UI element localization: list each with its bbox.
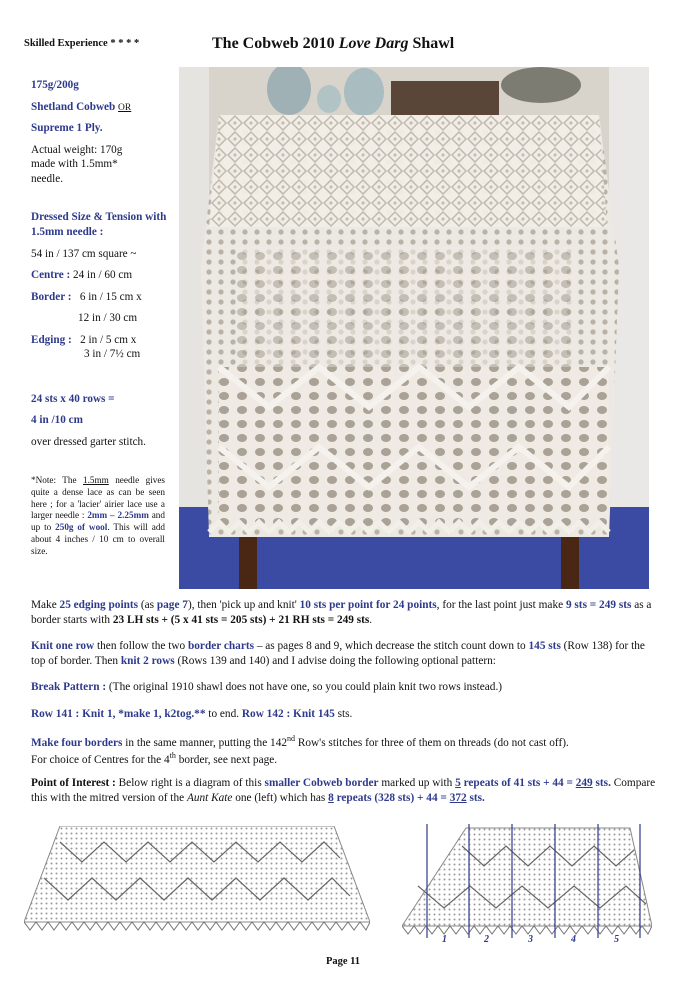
shawl-photo <box>179 67 649 589</box>
p1-e: ), then 'pick up and knit' <box>187 599 300 611</box>
yarn-option-1 <box>31 100 171 115</box>
page-title <box>212 35 454 53</box>
border-size-2: 12 in / 30 cm <box>78 312 138 325</box>
dressed-heading: Dressed Size & Tension with 1.5mm needle : <box>31 211 167 238</box>
p1-i: as a border starts with <box>31 599 652 627</box>
repeat-label: 3 <box>528 934 533 945</box>
centre-size <box>31 268 171 283</box>
p1-b: 25 edging points <box>59 599 139 611</box>
yarn-weight: 175g/200g <box>31 79 79 91</box>
aunt-kate-border-diagram <box>24 826 370 932</box>
p5-sup2: th <box>169 751 176 761</box>
tension-1: 24 sts x 40 rows = <box>31 392 115 405</box>
title-post: Shawl <box>408 35 455 52</box>
p2-f: (Row 138) for the top of border. Then <box>31 640 645 668</box>
page-number: Page 11 <box>325 956 361 967</box>
p5-c: Row's stitches for three of them on threads (do not cast off). <box>295 736 569 749</box>
p6-a: Point of Interest : <box>31 777 119 789</box>
p6-l: 8 <box>328 792 334 805</box>
p2-h: (Rows 139 and 140) and I advise doing the following optional pattern: <box>174 655 496 668</box>
p4-d: sts. <box>334 708 353 720</box>
or: OR <box>118 102 132 113</box>
actual-weight: Actual weight: 170g made with 1.5mm* needle. <box>31 143 123 185</box>
p6-n: 372 <box>449 792 467 805</box>
p6-f: repeats of 41 sts + 44 = <box>460 777 576 789</box>
p6-h: sts. <box>592 777 611 789</box>
sidebar <box>31 78 171 450</box>
border-label: Border : <box>31 290 72 303</box>
instructions-edging <box>31 598 656 629</box>
repeat-label: 4 <box>571 934 576 945</box>
note-b: needle gives quite a dense lace as can be seen here ; for a 'lacier' airier lace use a larger needle : <box>31 475 165 521</box>
border-size <box>31 290 171 305</box>
edging-size <box>31 333 171 348</box>
p3-b: (The original 1910 shawl does not have one, so you could plain knit two rows instead.) <box>106 681 503 693</box>
repeat-label: 1 <box>442 934 447 945</box>
p1-g: , for the last point just make <box>436 599 566 611</box>
p2-d: – as pages 8 and 9, which decrease the stitch count down to <box>254 640 529 652</box>
square-size: 54 in / 137 cm square ~ <box>31 247 137 260</box>
note-f: . This will add about 4 inches / 10 cm to overall size. <box>31 522 166 556</box>
edging-label: Edging : <box>31 333 72 346</box>
p5-b: in the same manner, putting the 142 <box>122 736 287 749</box>
p2-a: Knit one row <box>31 640 95 652</box>
p6-b: Below right is a diagram of this <box>118 777 265 789</box>
p5-sup: nd <box>287 734 295 743</box>
p6-i: Compare this with the mitred version of the <box>31 777 656 805</box>
p1-j: 23 LH sts + (5 x 41 sts = 205 sts) + 21 RH sts = 249 sts <box>112 614 370 627</box>
p6-e: 5 <box>455 777 461 789</box>
p6-d: marked up with <box>378 777 456 789</box>
note-mm: 1.5mm <box>82 475 109 485</box>
yarn-option-2: Supreme 1 Ply. <box>31 122 103 135</box>
note-c: 2mm – 2.25mm <box>87 510 149 521</box>
point-of-interest <box>31 776 656 807</box>
p1-k: . <box>369 614 373 627</box>
row-141-142 <box>31 707 656 722</box>
p5-a: Make four borders <box>31 736 123 749</box>
note-a: *Note: The <box>31 475 83 485</box>
aunt-kate-border-art <box>24 826 370 932</box>
p1-f: 10 sts per point for 24 points <box>299 599 437 611</box>
shawl-photo-art <box>179 67 649 589</box>
cobweb-border-diagram <box>402 822 652 950</box>
p6-m: repeats (328 sts) + 44 = <box>333 792 450 805</box>
skill-level: Skilled Experience * * * * <box>24 38 140 49</box>
p2-g: knit 2 rows <box>120 655 175 668</box>
p5-d: For choice of Centres for the 4 <box>31 753 170 766</box>
p4-c: Row 142 : Knit 145 <box>241 708 335 720</box>
p1-c: (as <box>138 599 157 611</box>
yarn1: Shetland Cobweb <box>31 100 116 113</box>
edging-value-1: 2 in / 5 cm x <box>80 333 137 346</box>
note-e: 250g of wool <box>55 522 108 533</box>
tension-2: 4 in /10 cm <box>31 414 83 427</box>
p4-b: to end. <box>205 708 242 720</box>
centre-value: 24 in / 60 cm <box>73 269 133 282</box>
repeat-labels <box>402 934 652 948</box>
p2-c: border charts <box>188 640 254 652</box>
repeat-label: 2 <box>484 934 489 945</box>
p6-k: one (left) which has <box>232 792 329 805</box>
instructions-border <box>31 639 656 670</box>
title-italic: Love Darg <box>338 35 409 52</box>
needle-note <box>31 475 165 557</box>
repeat-label: 5 <box>614 934 619 945</box>
p6-o: sts. <box>466 792 485 805</box>
garter-note: over dressed garter stitch. <box>31 436 146 448</box>
p5-e: border, see next page. <box>175 753 278 766</box>
p6-c: smaller Cobweb border <box>264 777 379 789</box>
p4-a: Row 141 : Knit 1, *make 1, k2tog.** <box>31 708 206 720</box>
edging-size-2: 3 in / 7½ cm <box>84 348 141 361</box>
p1-h: 9 sts = 249 sts <box>565 599 632 611</box>
break-pattern <box>31 680 656 695</box>
p3-a: Break Pattern : <box>31 681 107 693</box>
centre-label: Centre : <box>31 269 71 282</box>
p6-j: Aunt Kate <box>186 792 233 805</box>
border-value-1: 6 in / 15 cm x <box>79 290 142 303</box>
note-d: and up to <box>31 510 165 533</box>
p6-g: 249 <box>575 777 593 789</box>
p2-e: 145 sts <box>528 640 561 652</box>
cobweb-border-art <box>402 822 652 950</box>
p1-d: page 7 <box>156 599 188 611</box>
p1-a: Make <box>31 599 60 611</box>
p2-b: then follow the two <box>94 640 188 652</box>
make-four-borders <box>31 734 656 768</box>
title-pre: The Cobweb 2010 <box>212 35 339 52</box>
